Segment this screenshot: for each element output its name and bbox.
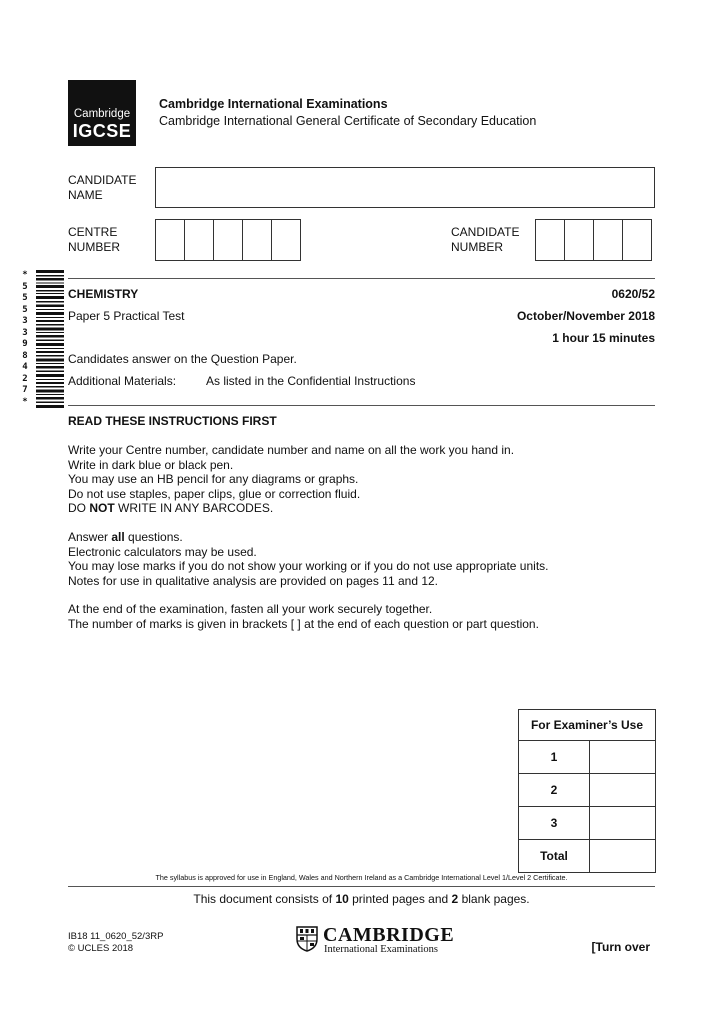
centre-number-cell[interactable] [155,219,185,261]
crest-icon [296,926,318,952]
org-name: CAMBRIDGE [323,924,455,946]
candidate-number-label: CANDIDATE NUMBER [451,225,520,254]
divider [68,405,655,406]
barcode-icon [36,270,64,408]
org-subtitle: International Examinations [324,944,439,955]
turn-over-note: [Turn over [591,940,650,954]
page-count-note: This document consists of 10 printed pages and 2 blank pages. [193,892,530,906]
divider [68,886,655,887]
examiners-use-heading: For Examiner’s Use [519,710,656,741]
candidate-number-cell[interactable] [622,219,652,261]
total-label: Total [519,840,590,873]
table-row [519,807,656,840]
exam-duration: 1 hour 15 minutes [552,331,655,345]
centre-number-cell[interactable] [184,219,214,261]
candidate-number-field[interactable] [535,219,652,261]
subject: CHEMISTRY [68,287,139,301]
logo-line-2: IGCSE [72,121,132,141]
total-mark-cell[interactable] [590,840,656,873]
centre-number-cell[interactable] [271,219,301,261]
paper-code: 0620/52 [611,287,655,301]
mark-cell[interactable] [590,807,656,840]
answer-on-paper-note: Candidates answer on the Question Paper. [68,352,297,366]
candidate-number-cell[interactable] [535,219,565,261]
candidate-name-field[interactable] [155,167,655,208]
question-number: 2 [519,774,590,807]
barcode-digits: * 5 5 5 3 3 9 8 4 2 7 * [22,270,28,407]
syllabus-note: The syllabus is approved for use in England, Wales and Northern Ireland as a Cambridge International Level 1/Level 2 Certificate. [155,873,568,882]
table-row [519,774,656,807]
candidate-number-cell[interactable] [564,219,594,261]
document-reference: IB18 11_0620_52/3RP © UCLES 2018 [68,931,164,954]
examiners-use-table [518,709,656,873]
centre-number-cell[interactable] [242,219,272,261]
logo-line-1: Cambridge [73,108,131,120]
centre-number-cell[interactable] [213,219,243,261]
question-number: 1 [519,741,590,774]
paper-title: Paper 5 Practical Test [68,309,185,323]
question-number: 3 [519,807,590,840]
exam-session: October/November 2018 [516,309,655,323]
mark-cell[interactable] [590,774,656,807]
table-row [519,840,656,873]
candidate-name-label: CANDIDATE NAME [68,173,137,202]
additional-materials-value: As listed in the Confidential Instructions [206,374,416,388]
candidate-number-cell[interactable] [593,219,623,261]
mark-cell[interactable] [590,741,656,774]
divider [68,278,655,279]
centre-number-field[interactable] [155,219,301,261]
table-row [519,741,656,774]
additional-materials-label: Additional Materials: [68,374,177,388]
instructions-body: Write your Centre number, candidate number and name on all the work you hand in. Write in dark blue or black pen. You may use an HB pencil for any diagrams or graphs. Do not use staples, paper clips, glue or correction fluid. DO NOT WRITE IN ANY BARCODES. Answer all questions. Electronic calculators may be used. You may lose marks if you do not show your working or if you do not use appropriate units. Notes for use in qualitative analysis are provided on pages 11 and 12. At the end of the examination, fasten all your work securely together. The number of marks is given in brackets [ ] at the end of each question or part question. [68,443,549,631]
exam-board: Cambridge International Examinations [159,97,388,111]
qualification-title: Cambridge International General Certificate of Secondary Education [159,114,537,128]
cambridge-igcse-logo [68,80,136,146]
instructions-heading: READ THESE INSTRUCTIONS FIRST [68,414,277,428]
centre-number-label: CENTRE NUMBER [68,225,121,254]
